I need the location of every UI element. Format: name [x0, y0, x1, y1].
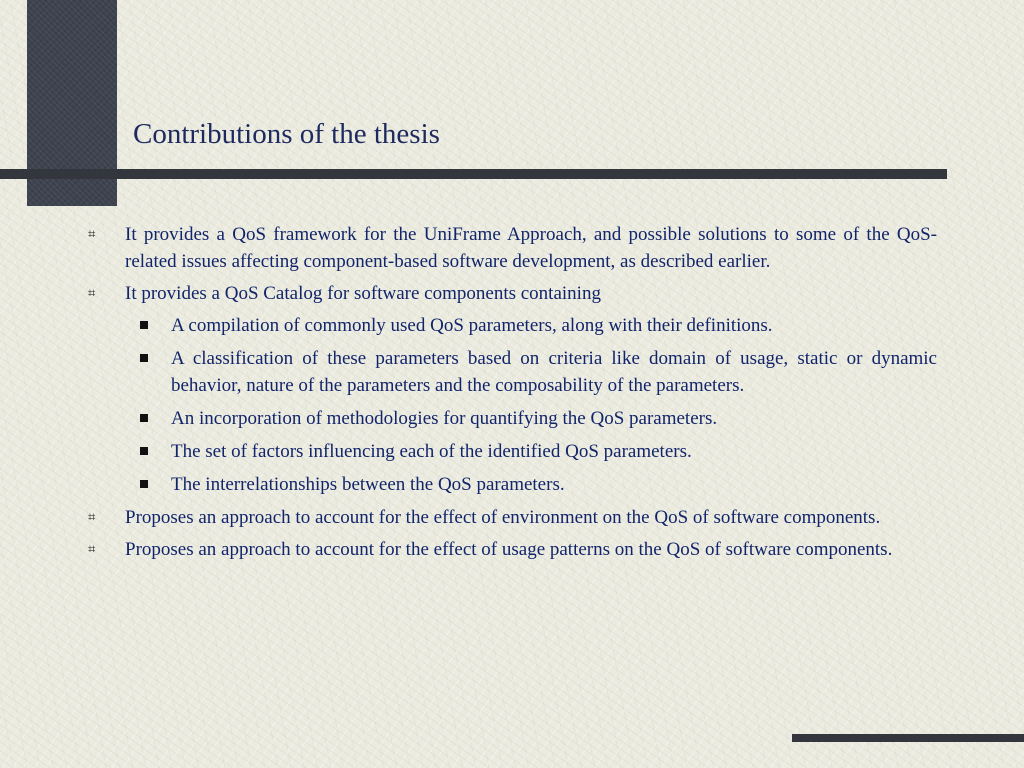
bullet-item	[84, 504, 937, 531]
bullet-text: It provides a QoS Catalog for software components containing	[125, 283, 601, 304]
sub-bullet-item	[130, 471, 937, 498]
slide-title: Contributions of the thesis	[133, 118, 440, 150]
bullet-text: Proposes an approach to account for the effect of usage patterns on the QoS of software components.	[125, 539, 893, 560]
bullet-text: Proposes an approach to account for the effect of environment on the QoS of software components.	[125, 507, 881, 528]
filled-square-bullet-icon	[140, 447, 148, 455]
bullet-item	[84, 280, 937, 307]
quad-square-bullet-icon: ⌗	[88, 286, 96, 301]
bullet-text: It provides a QoS framework for the UniFrame Approach, and possible solutions to some of the QoS-related issues affecting component-based software development, as described earlier.	[125, 224, 937, 272]
quad-square-bullet-icon: ⌗	[88, 510, 96, 525]
filled-square-bullet-icon	[140, 321, 148, 329]
quad-square-bullet-icon: ⌗	[88, 227, 96, 242]
sub-bullet-item	[130, 345, 937, 399]
title-divider-rule	[0, 169, 947, 179]
filled-square-bullet-icon	[140, 354, 148, 362]
filled-square-bullet-icon	[140, 414, 148, 422]
quad-square-bullet-icon: ⌗	[88, 542, 96, 557]
filled-square-bullet-icon	[140, 480, 148, 488]
sub-bullet-text: The set of factors influencing each of the identified QoS parameters.	[171, 441, 692, 462]
footer-rule	[792, 734, 1024, 742]
sub-bullet-text: An incorporation of methodologies for quantifying the QoS parameters.	[171, 408, 718, 429]
sub-bullet-list	[84, 312, 937, 498]
sub-bullet-item	[130, 405, 937, 432]
bullet-item	[84, 221, 937, 275]
sub-bullet-text: A classification of these parameters based on criteria like domain of usage, static or dynamic behavior, nature of the parameters and the composability of the parameters.	[171, 348, 937, 396]
sub-bullet-item	[130, 312, 937, 339]
sub-bullet-item	[130, 438, 937, 465]
bullet-item	[84, 536, 937, 563]
sub-bullet-text: A compilation of commonly used QoS parameters, along with their definitions.	[171, 315, 773, 336]
sub-bullet-text: The interrelationships between the QoS parameters.	[171, 474, 565, 495]
slide-body	[84, 221, 937, 568]
